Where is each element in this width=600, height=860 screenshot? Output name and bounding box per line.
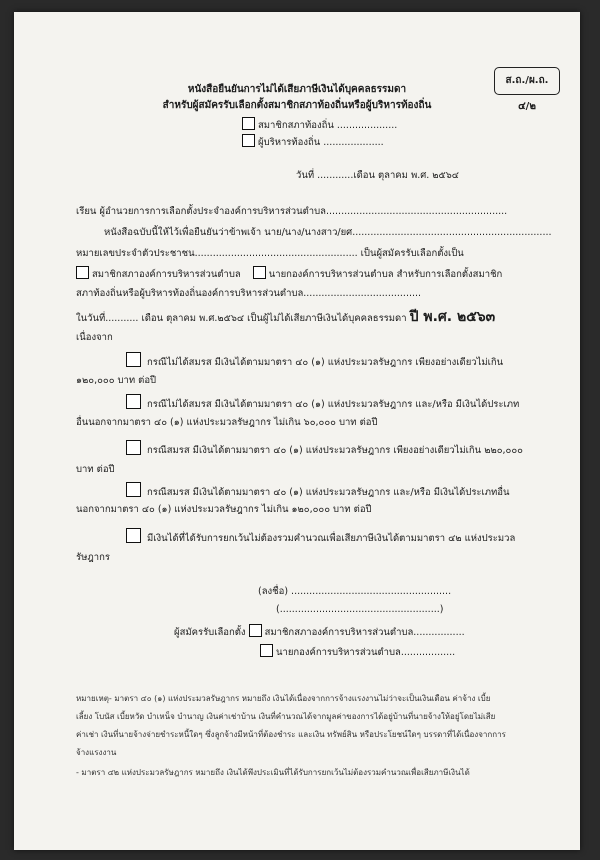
date-line: วันที่ ............เดือน ตุลาคม พ.ศ. ๒๕๖๔	[296, 170, 459, 181]
role-council-label: สมาชิกสภาองค์การบริหารส่วนตำบล	[92, 269, 241, 280]
candidate-role-row	[174, 624, 465, 640]
case-5-text-2: รัษฎากร	[76, 552, 110, 563]
sig-council-checkbox[interactable]	[249, 624, 262, 637]
case-3-text-2: บาท ต่อปี	[76, 464, 115, 475]
note-line-4: จ้างแรงงาน	[76, 748, 117, 757]
sig-council-label: สมาชิกสภาองค์การบริหารส่วนตำบล.................	[264, 627, 465, 638]
case-3-text: กรณีสมรส มีเงินได้ตามมาตรา ๔๐ (๑) แห่งประมวลรัษฎากร เพียงอย่างเดียวไม่เกิน ๒๒๐,๐๐๐	[147, 445, 523, 456]
id-number-line: หมายเลขประจำตัวประชาชน...................................................... เป็นผู้สมัครรับเลือกตั้งเป็น	[76, 248, 464, 259]
council-checkbox[interactable]	[242, 117, 255, 130]
note-line-2: เลี้ยง โบนัส เบี้ยหวัด บำเหน็จ บำนาญ เงินค่าเช่าบ้าน เงินที่คำนวณได้จากมูลค่าของการได้อยู่บ้านที่นายจ้างให้อยู่โดยไม่เสีย	[76, 712, 496, 721]
intro-line: หนังสือฉบับนี้ให้ไว้เพื่อยืนยันว่าข้าพเจ้า นาย/นาง/นางสาว/ยศ..................................................................	[104, 227, 552, 238]
signer-name-line: (.....................................................)	[276, 604, 444, 615]
option-executive-row	[242, 134, 384, 150]
role-executive-checkbox[interactable]	[253, 266, 266, 279]
case-3-checkbox[interactable]	[126, 440, 141, 455]
case-2-row	[126, 394, 519, 412]
title-line-2: สำหรับผู้สมัครรับเลือกตั้งสมาชิกสภาท้องถิ่นหรือผู้บริหารท้องถิ่น	[162, 100, 432, 111]
case-1-row	[126, 352, 503, 370]
case-1-checkbox[interactable]	[126, 352, 141, 367]
signature-line: (ลงชื่อ) .....................................................	[258, 586, 452, 597]
case-2-text-2: อื่นนอกจากมาตรา ๔๐ (๑) แห่งประมวลรัษฎากร ไม่เกิน ๖๐,๐๐๐ บาท ต่อปี	[76, 417, 378, 428]
case-4-text: กรณีสมรส มีเงินได้ตามมาตรา ๔๐ (๑) แห่งประมวลรัษฎากร และ/หรือ มีเงินได้ประเภทอื่น	[147, 487, 510, 498]
case-1-text-2: ๑๒๐,๐๐๐ บาท ต่อปี	[76, 375, 157, 386]
role-line-2: สภาท้องถิ่นหรือผู้บริหารท้องถิ่นองค์การบริหารส่วนตำบล.......................................	[76, 288, 422, 299]
note-line-1: หมายเหตุ- มาตรา ๔๐ (๑) แห่งประมวลรัษฎากร หมายถึง เงินได้เนื่องจากการจ้างแรงงานไม่ว่าจะเป็นเงินเดือน ค่าจ้าง เบี้ย	[76, 694, 491, 703]
candidate-role-row-2	[260, 644, 455, 660]
case-1-text: กรณีไม่ได้สมรส มีเงินได้ตามมาตรา ๔๐ (๑) แห่งประมวลรัษฎากร เพียงอย่างเดียวไม่เกิน	[147, 357, 504, 368]
form-sheet	[14, 12, 580, 850]
case-2-checkbox[interactable]	[126, 394, 141, 409]
option-council-label: สมาชิกสภาท้องถิ่น ....................	[258, 120, 398, 131]
role-council-checkbox[interactable]	[76, 266, 89, 279]
note-line-5: - มาตรา ๔๒ แห่งประมวลรัษฎากร หมายถึง เงินได้พึงประเมินที่ได้รับการยกเว้นไม่ต้องรวมคำนวณเพื่อเสียภาษีเงินได้	[76, 768, 470, 777]
addressee-line: เรียน ผู้อำนวยการการเลือกตั้งประจำองค์การบริหารส่วนตำบล............................................................	[76, 206, 508, 217]
sig-executive-checkbox[interactable]	[260, 644, 273, 657]
statement-prefix: ในวันที่........... เดือน ตุลาคม พ.ศ.๒๕๖๔ เป็นผู้ไม่ได้เสียภาษีเงินได้บุคคลธรรมดา	[76, 313, 407, 324]
case-5-row	[126, 528, 515, 546]
option-council-row	[242, 117, 397, 133]
statement-line	[76, 306, 495, 328]
form-code-badge: ส.ถ./ผ.ถ. ๔/๒	[494, 67, 560, 95]
option-executive-label: ผู้บริหารท้องถิ่น ....................	[258, 137, 384, 148]
case-4-checkbox[interactable]	[126, 482, 141, 497]
statement-year: ปี พ.ศ. ๒๕๖๓	[409, 309, 496, 325]
case-3-row	[126, 440, 523, 458]
case-5-text: มีเงินได้ที่ได้รับการยกเว้นไม่ต้องรวมคำนวณเพื่อเสียภาษีเงินได้ตามมาตรา ๔๒ แห่งประมวล	[147, 533, 516, 544]
because-label: เนื่องจาก	[76, 332, 113, 343]
case-2-text: กรณีไม่ได้สมรส มีเงินได้ตามมาตรา ๔๐ (๑) แห่งประมวลรัษฎากร และ/หรือ มีเงินได้ประเภท	[147, 399, 520, 410]
candidate-label: ผู้สมัครรับเลือกตั้ง	[174, 627, 246, 638]
executive-checkbox[interactable]	[242, 134, 255, 147]
case-4-text-2: นอกจากมาตรา ๔๐ (๑) แห่งประมวลรัษฎากร ไม่เกิน ๑๒๐,๐๐๐ บาท ต่อปี	[76, 504, 372, 515]
sig-executive-label: นายกองค์การบริหารส่วนตำบล..................	[276, 647, 456, 658]
title-line-1: หนังสือยืนยันการไม่ได้เสียภาษีเงินได้บุคคลธรรมดา	[187, 84, 407, 95]
role-executive-label: นายกองค์การบริหารส่วนตำบล สำหรับการเลือกตั้งสมาชิก	[268, 269, 503, 280]
note-line-3: ค่าเช่า เงินที่นายจ้างจ่ายชำระหนี้ใดๆ ซึ่งลูกจ้างมีหน้าที่ต้องชำระ และเงิน ทรัพย์สิน หรือประโยชน์ใดๆ บรรดาที่ได้เนื่องจากการ	[76, 730, 506, 739]
case-4-row	[126, 482, 510, 500]
role-line	[76, 266, 502, 282]
case-5-checkbox[interactable]	[126, 528, 141, 543]
